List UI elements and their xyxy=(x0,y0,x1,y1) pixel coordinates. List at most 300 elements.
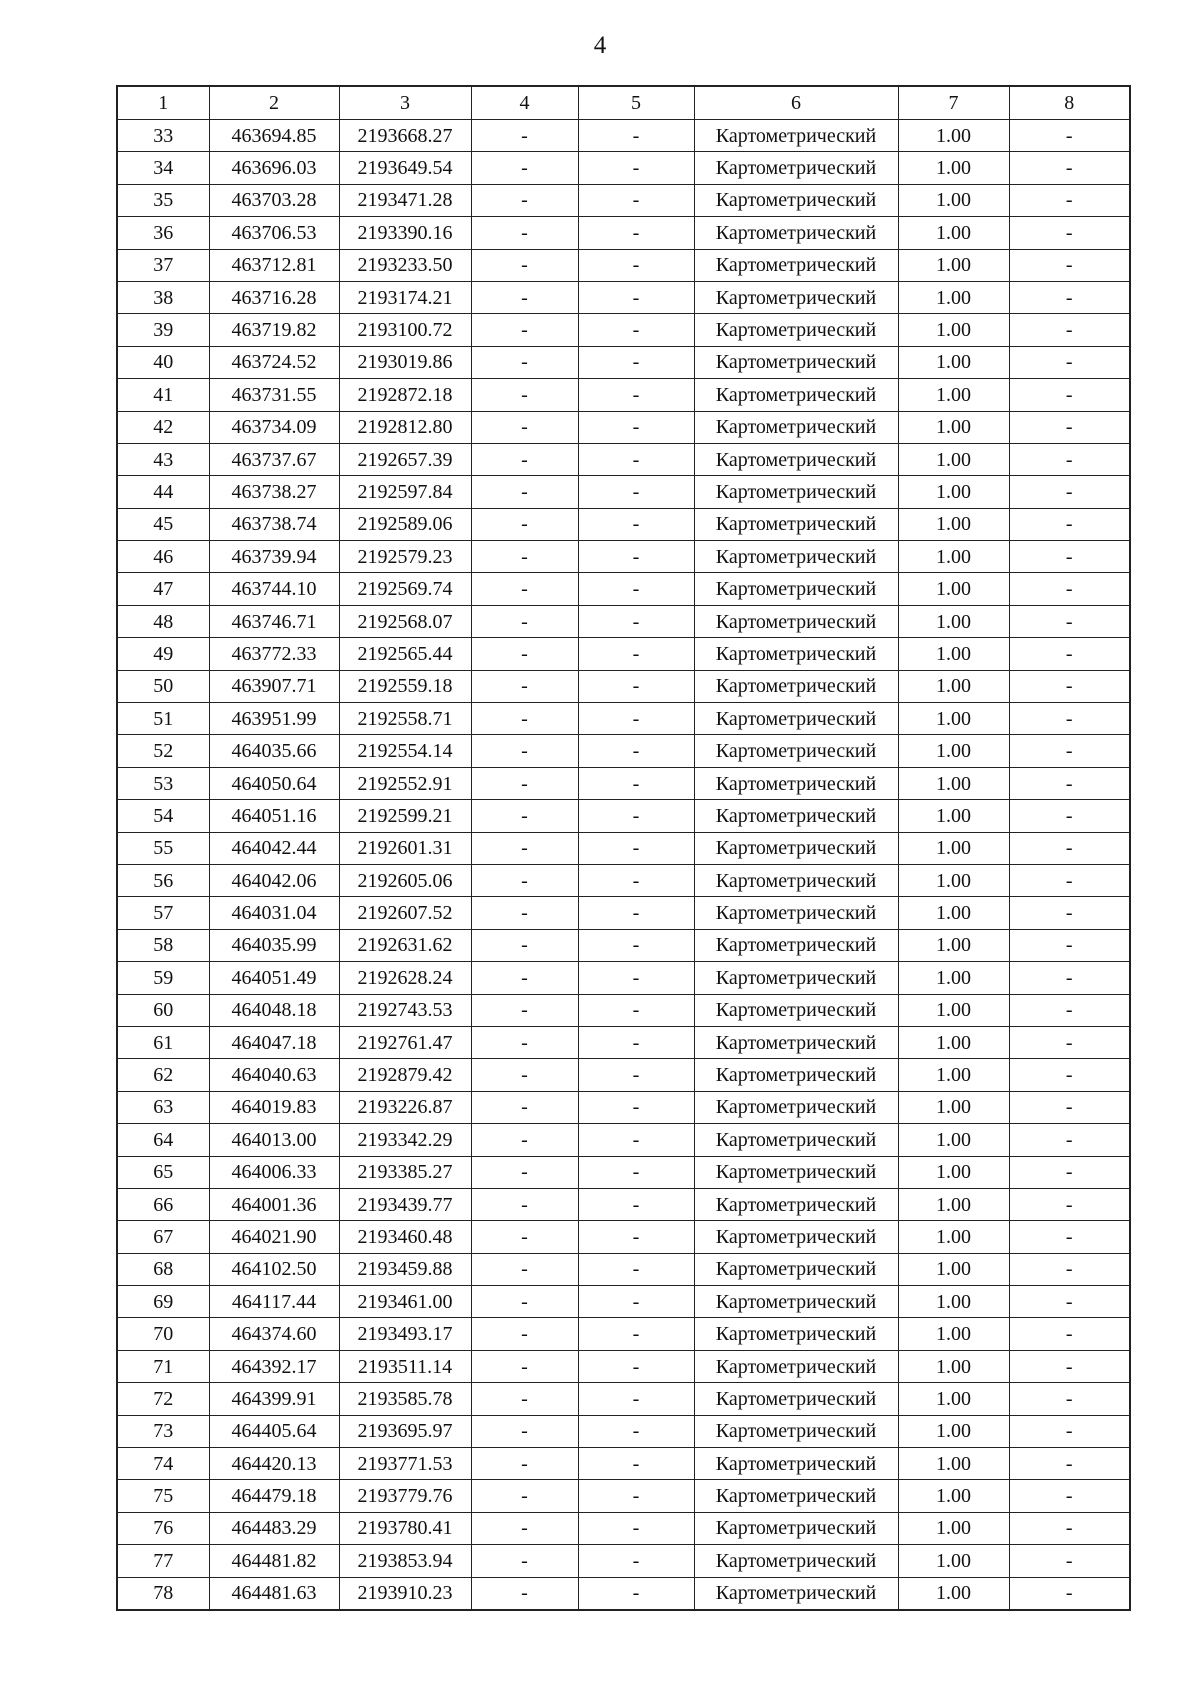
cell-point-number: 48 xyxy=(117,605,209,637)
cell-x-coordinate: 464392.17 xyxy=(209,1350,339,1382)
cell-x-coordinate: 464047.18 xyxy=(209,1026,339,1058)
cell-y-coordinate: 2192599.21 xyxy=(339,800,471,832)
cell-column-4: - xyxy=(471,1318,578,1350)
cell-column-8: - xyxy=(1009,1188,1130,1220)
cell-point-number: 71 xyxy=(117,1350,209,1382)
column-header-5: 5 xyxy=(578,86,694,120)
cell-point-number: 53 xyxy=(117,767,209,799)
cell-column-5: - xyxy=(578,703,694,735)
cell-point-number: 62 xyxy=(117,1059,209,1091)
cell-x-coordinate: 463746.71 xyxy=(209,605,339,637)
cell-column-4: - xyxy=(471,443,578,475)
table-row xyxy=(117,1480,1130,1512)
cell-column-5: - xyxy=(578,1350,694,1382)
table-row xyxy=(117,1383,1130,1415)
cell-column-4: - xyxy=(471,1091,578,1123)
cell-column-4: - xyxy=(471,994,578,1026)
cell-column-5: - xyxy=(578,346,694,378)
cell-column-4: - xyxy=(471,573,578,605)
cell-accuracy: 1.00 xyxy=(898,443,1009,475)
column-header-4: 4 xyxy=(471,86,578,120)
cell-method: Картометрический xyxy=(694,120,898,152)
cell-column-5: - xyxy=(578,994,694,1026)
cell-column-4: - xyxy=(471,217,578,249)
cell-column-8: - xyxy=(1009,1415,1130,1447)
table-row xyxy=(117,1415,1130,1447)
cell-point-number: 70 xyxy=(117,1318,209,1350)
cell-accuracy: 1.00 xyxy=(898,735,1009,767)
cell-method: Картометрический xyxy=(694,476,898,508)
cell-accuracy: 1.00 xyxy=(898,1512,1009,1544)
cell-method: Картометрический xyxy=(694,670,898,702)
cell-column-8: - xyxy=(1009,1059,1130,1091)
cell-method: Картометрический xyxy=(694,832,898,864)
cell-y-coordinate: 2193585.78 xyxy=(339,1383,471,1415)
cell-y-coordinate: 2192552.91 xyxy=(339,767,471,799)
cell-y-coordinate: 2192559.18 xyxy=(339,670,471,702)
cell-point-number: 66 xyxy=(117,1188,209,1220)
cell-column-8: - xyxy=(1009,346,1130,378)
cell-method: Картометрический xyxy=(694,735,898,767)
cell-method: Картометрический xyxy=(694,1512,898,1544)
cell-column-5: - xyxy=(578,1188,694,1220)
cell-accuracy: 1.00 xyxy=(898,1059,1009,1091)
cell-column-4: - xyxy=(471,411,578,443)
cell-x-coordinate: 464405.64 xyxy=(209,1415,339,1447)
cell-point-number: 42 xyxy=(117,411,209,443)
cell-column-8: - xyxy=(1009,605,1130,637)
cell-accuracy: 1.00 xyxy=(898,1577,1009,1610)
cell-point-number: 37 xyxy=(117,249,209,281)
cell-method: Картометрический xyxy=(694,508,898,540)
table-row xyxy=(117,346,1130,378)
cell-point-number: 64 xyxy=(117,1124,209,1156)
cell-method: Картометрический xyxy=(694,703,898,735)
cell-column-5: - xyxy=(578,573,694,605)
cell-y-coordinate: 2193019.86 xyxy=(339,346,471,378)
cell-accuracy: 1.00 xyxy=(898,1253,1009,1285)
cell-y-coordinate: 2192879.42 xyxy=(339,1059,471,1091)
cell-column-5: - xyxy=(578,864,694,896)
cell-column-8: - xyxy=(1009,1480,1130,1512)
cell-column-5: - xyxy=(578,897,694,929)
cell-y-coordinate: 2193461.00 xyxy=(339,1286,471,1318)
cell-method: Картометрический xyxy=(694,1253,898,1285)
table-row xyxy=(117,670,1130,702)
cell-y-coordinate: 2192761.47 xyxy=(339,1026,471,1058)
cell-accuracy: 1.00 xyxy=(898,1286,1009,1318)
cell-y-coordinate: 2193471.28 xyxy=(339,184,471,216)
cell-point-number: 52 xyxy=(117,735,209,767)
cell-method: Картометрический xyxy=(694,1577,898,1610)
cell-point-number: 61 xyxy=(117,1026,209,1058)
cell-method: Картометрический xyxy=(694,217,898,249)
cell-x-coordinate: 464021.90 xyxy=(209,1221,339,1253)
cell-column-5: - xyxy=(578,1253,694,1285)
cell-accuracy: 1.00 xyxy=(898,1448,1009,1480)
cell-column-4: - xyxy=(471,605,578,637)
cell-x-coordinate: 463734.09 xyxy=(209,411,339,443)
cell-x-coordinate: 464019.83 xyxy=(209,1091,339,1123)
cell-y-coordinate: 2192558.71 xyxy=(339,703,471,735)
cell-x-coordinate: 463738.74 xyxy=(209,508,339,540)
cell-column-8: - xyxy=(1009,864,1130,896)
cell-column-4: - xyxy=(471,638,578,670)
cell-column-8: - xyxy=(1009,314,1130,346)
cell-method: Картометрический xyxy=(694,962,898,994)
cell-column-4: - xyxy=(471,1350,578,1382)
cell-column-5: - xyxy=(578,1221,694,1253)
cell-accuracy: 1.00 xyxy=(898,962,1009,994)
cell-point-number: 45 xyxy=(117,508,209,540)
cell-method: Картометрический xyxy=(694,1221,898,1253)
cell-point-number: 34 xyxy=(117,152,209,184)
cell-column-4: - xyxy=(471,1253,578,1285)
cell-y-coordinate: 2192569.74 xyxy=(339,573,471,605)
cell-method: Картометрический xyxy=(694,1026,898,1058)
cell-column-4: - xyxy=(471,1383,578,1415)
cell-column-8: - xyxy=(1009,800,1130,832)
table-row xyxy=(117,573,1130,605)
cell-column-4: - xyxy=(471,1156,578,1188)
cell-point-number: 36 xyxy=(117,217,209,249)
cell-y-coordinate: 2193174.21 xyxy=(339,281,471,313)
table-row xyxy=(117,1448,1130,1480)
cell-point-number: 56 xyxy=(117,864,209,896)
coordinates-table xyxy=(116,85,1131,1611)
cell-column-8: - xyxy=(1009,120,1130,152)
cell-column-5: - xyxy=(578,443,694,475)
table-row xyxy=(117,1512,1130,1544)
cell-accuracy: 1.00 xyxy=(898,184,1009,216)
cell-column-4: - xyxy=(471,314,578,346)
cell-x-coordinate: 463738.27 xyxy=(209,476,339,508)
cell-column-4: - xyxy=(471,864,578,896)
cell-y-coordinate: 2192743.53 xyxy=(339,994,471,1026)
cell-column-8: - xyxy=(1009,929,1130,961)
cell-y-coordinate: 2193780.41 xyxy=(339,1512,471,1544)
cell-method: Картометрический xyxy=(694,249,898,281)
table-row xyxy=(117,1253,1130,1285)
table-row xyxy=(117,1188,1130,1220)
cell-method: Картометрический xyxy=(694,994,898,1026)
cell-column-8: - xyxy=(1009,735,1130,767)
cell-column-8: - xyxy=(1009,832,1130,864)
cell-column-8: - xyxy=(1009,994,1130,1026)
cell-column-4: - xyxy=(471,184,578,216)
cell-x-coordinate: 463706.53 xyxy=(209,217,339,249)
cell-column-8: - xyxy=(1009,1577,1130,1610)
cell-column-4: - xyxy=(471,1448,578,1480)
cell-column-4: - xyxy=(471,800,578,832)
cell-column-5: - xyxy=(578,767,694,799)
cell-column-5: - xyxy=(578,1059,694,1091)
cell-column-8: - xyxy=(1009,508,1130,540)
cell-column-5: - xyxy=(578,1026,694,1058)
cell-y-coordinate: 2193100.72 xyxy=(339,314,471,346)
table-row xyxy=(117,1350,1130,1382)
cell-y-coordinate: 2192605.06 xyxy=(339,864,471,896)
cell-method: Картометрический xyxy=(694,1124,898,1156)
cell-accuracy: 1.00 xyxy=(898,1318,1009,1350)
cell-column-4: - xyxy=(471,832,578,864)
cell-y-coordinate: 2192812.80 xyxy=(339,411,471,443)
cell-method: Картометрический xyxy=(694,1545,898,1577)
table-row xyxy=(117,1156,1130,1188)
cell-column-5: - xyxy=(578,605,694,637)
cell-point-number: 43 xyxy=(117,443,209,475)
cell-y-coordinate: 2193460.48 xyxy=(339,1221,471,1253)
table-body xyxy=(117,120,1130,1610)
cell-column-4: - xyxy=(471,281,578,313)
cell-column-4: - xyxy=(471,735,578,767)
cell-method: Картометрический xyxy=(694,1318,898,1350)
cell-column-8: - xyxy=(1009,1253,1130,1285)
cell-x-coordinate: 464102.50 xyxy=(209,1253,339,1285)
cell-point-number: 63 xyxy=(117,1091,209,1123)
cell-x-coordinate: 463744.10 xyxy=(209,573,339,605)
cell-method: Картометрический xyxy=(694,184,898,216)
cell-x-coordinate: 464420.13 xyxy=(209,1448,339,1480)
cell-column-5: - xyxy=(578,217,694,249)
cell-point-number: 77 xyxy=(117,1545,209,1577)
cell-point-number: 58 xyxy=(117,929,209,961)
cell-x-coordinate: 464483.29 xyxy=(209,1512,339,1544)
table-row xyxy=(117,443,1130,475)
cell-column-5: - xyxy=(578,1383,694,1415)
table-row xyxy=(117,1318,1130,1350)
table-row xyxy=(117,281,1130,313)
cell-column-5: - xyxy=(578,541,694,573)
cell-method: Картометрический xyxy=(694,1286,898,1318)
cell-column-8: - xyxy=(1009,1448,1130,1480)
cell-y-coordinate: 2193779.76 xyxy=(339,1480,471,1512)
cell-point-number: 74 xyxy=(117,1448,209,1480)
cell-method: Картометрический xyxy=(694,1188,898,1220)
cell-accuracy: 1.00 xyxy=(898,800,1009,832)
cell-x-coordinate: 463696.03 xyxy=(209,152,339,184)
cell-column-4: - xyxy=(471,1221,578,1253)
cell-column-8: - xyxy=(1009,1221,1130,1253)
cell-x-coordinate: 463703.28 xyxy=(209,184,339,216)
cell-point-number: 78 xyxy=(117,1577,209,1610)
cell-method: Картометрический xyxy=(694,1448,898,1480)
cell-accuracy: 1.00 xyxy=(898,281,1009,313)
cell-y-coordinate: 2192872.18 xyxy=(339,379,471,411)
cell-column-5: - xyxy=(578,249,694,281)
cell-accuracy: 1.00 xyxy=(898,1091,1009,1123)
cell-column-8: - xyxy=(1009,670,1130,702)
cell-accuracy: 1.00 xyxy=(898,573,1009,605)
cell-x-coordinate: 464006.33 xyxy=(209,1156,339,1188)
cell-column-5: - xyxy=(578,411,694,443)
cell-column-5: - xyxy=(578,735,694,767)
cell-x-coordinate: 463712.81 xyxy=(209,249,339,281)
cell-method: Картометрический xyxy=(694,314,898,346)
cell-column-4: - xyxy=(471,767,578,799)
table-row xyxy=(117,1026,1130,1058)
cell-accuracy: 1.00 xyxy=(898,767,1009,799)
cell-x-coordinate: 464042.06 xyxy=(209,864,339,896)
cell-column-8: - xyxy=(1009,1124,1130,1156)
cell-column-4: - xyxy=(471,703,578,735)
cell-column-4: - xyxy=(471,1026,578,1058)
cell-y-coordinate: 2193342.29 xyxy=(339,1124,471,1156)
cell-point-number: 44 xyxy=(117,476,209,508)
cell-x-coordinate: 464374.60 xyxy=(209,1318,339,1350)
cell-y-coordinate: 2193385.27 xyxy=(339,1156,471,1188)
cell-method: Картометрический xyxy=(694,864,898,896)
cell-x-coordinate: 464042.44 xyxy=(209,832,339,864)
cell-y-coordinate: 2193493.17 xyxy=(339,1318,471,1350)
cell-method: Картометрический xyxy=(694,897,898,929)
cell-y-coordinate: 2192657.39 xyxy=(339,443,471,475)
cell-accuracy: 1.00 xyxy=(898,1480,1009,1512)
column-header-8: 8 xyxy=(1009,86,1130,120)
cell-x-coordinate: 464050.64 xyxy=(209,767,339,799)
cell-point-number: 40 xyxy=(117,346,209,378)
table-row xyxy=(117,184,1130,216)
cell-y-coordinate: 2192568.07 xyxy=(339,605,471,637)
cell-point-number: 59 xyxy=(117,962,209,994)
cell-x-coordinate: 464051.16 xyxy=(209,800,339,832)
cell-x-coordinate: 463772.33 xyxy=(209,638,339,670)
cell-column-5: - xyxy=(578,800,694,832)
cell-x-coordinate: 464040.63 xyxy=(209,1059,339,1091)
cell-column-4: - xyxy=(471,1545,578,1577)
cell-column-8: - xyxy=(1009,1318,1130,1350)
cell-accuracy: 1.00 xyxy=(898,217,1009,249)
cell-column-8: - xyxy=(1009,1545,1130,1577)
cell-y-coordinate: 2193511.14 xyxy=(339,1350,471,1382)
table-row xyxy=(117,249,1130,281)
cell-column-5: - xyxy=(578,281,694,313)
cell-column-5: - xyxy=(578,476,694,508)
table-row xyxy=(117,217,1130,249)
cell-y-coordinate: 2192597.84 xyxy=(339,476,471,508)
cell-method: Картометрический xyxy=(694,1350,898,1382)
cell-x-coordinate: 464035.66 xyxy=(209,735,339,767)
table-row xyxy=(117,476,1130,508)
cell-point-number: 67 xyxy=(117,1221,209,1253)
cell-y-coordinate: 2192579.23 xyxy=(339,541,471,573)
cell-point-number: 68 xyxy=(117,1253,209,1285)
cell-x-coordinate: 463951.99 xyxy=(209,703,339,735)
table-row xyxy=(117,1286,1130,1318)
cell-column-5: - xyxy=(578,832,694,864)
cell-y-coordinate: 2193853.94 xyxy=(339,1545,471,1577)
cell-accuracy: 1.00 xyxy=(898,152,1009,184)
cell-column-5: - xyxy=(578,379,694,411)
cell-column-4: - xyxy=(471,1188,578,1220)
cell-column-8: - xyxy=(1009,184,1130,216)
cell-column-5: - xyxy=(578,638,694,670)
cell-y-coordinate: 2192607.52 xyxy=(339,897,471,929)
cell-column-4: - xyxy=(471,962,578,994)
table-row xyxy=(117,735,1130,767)
cell-x-coordinate: 463719.82 xyxy=(209,314,339,346)
cell-y-coordinate: 2193459.88 xyxy=(339,1253,471,1285)
column-header-3: 3 xyxy=(339,86,471,120)
cell-column-4: - xyxy=(471,508,578,540)
cell-accuracy: 1.00 xyxy=(898,508,1009,540)
cell-method: Картометрический xyxy=(694,767,898,799)
cell-x-coordinate: 464051.49 xyxy=(209,962,339,994)
cell-column-5: - xyxy=(578,152,694,184)
cell-column-8: - xyxy=(1009,1383,1130,1415)
cell-y-coordinate: 2192554.14 xyxy=(339,735,471,767)
cell-x-coordinate: 464001.36 xyxy=(209,1188,339,1220)
cell-point-number: 38 xyxy=(117,281,209,313)
cell-column-4: - xyxy=(471,1577,578,1610)
cell-y-coordinate: 2193771.53 xyxy=(339,1448,471,1480)
cell-accuracy: 1.00 xyxy=(898,864,1009,896)
cell-y-coordinate: 2192628.24 xyxy=(339,962,471,994)
cell-point-number: 73 xyxy=(117,1415,209,1447)
cell-method: Картометрический xyxy=(694,281,898,313)
cell-column-8: - xyxy=(1009,217,1130,249)
cell-column-5: - xyxy=(578,1286,694,1318)
cell-accuracy: 1.00 xyxy=(898,1156,1009,1188)
table-row xyxy=(117,703,1130,735)
cell-point-number: 41 xyxy=(117,379,209,411)
cell-point-number: 76 xyxy=(117,1512,209,1544)
table-row xyxy=(117,994,1130,1026)
cell-column-8: - xyxy=(1009,1091,1130,1123)
cell-point-number: 39 xyxy=(117,314,209,346)
cell-x-coordinate: 464117.44 xyxy=(209,1286,339,1318)
cell-method: Картометрический xyxy=(694,605,898,637)
cell-y-coordinate: 2193910.23 xyxy=(339,1577,471,1610)
table-row xyxy=(117,411,1130,443)
cell-column-8: - xyxy=(1009,1286,1130,1318)
cell-column-8: - xyxy=(1009,379,1130,411)
cell-column-8: - xyxy=(1009,962,1130,994)
cell-x-coordinate: 464048.18 xyxy=(209,994,339,1026)
cell-point-number: 75 xyxy=(117,1480,209,1512)
table-row xyxy=(117,152,1130,184)
cell-column-5: - xyxy=(578,1318,694,1350)
table-row xyxy=(117,120,1130,152)
cell-column-8: - xyxy=(1009,703,1130,735)
cell-column-5: - xyxy=(578,1156,694,1188)
cell-x-coordinate: 464481.82 xyxy=(209,1545,339,1577)
cell-accuracy: 1.00 xyxy=(898,638,1009,670)
cell-point-number: 72 xyxy=(117,1383,209,1415)
cell-column-5: - xyxy=(578,184,694,216)
cell-method: Картометрический xyxy=(694,929,898,961)
cell-method: Картометрический xyxy=(694,379,898,411)
cell-x-coordinate: 464481.63 xyxy=(209,1577,339,1610)
table-row xyxy=(117,1059,1130,1091)
table-row xyxy=(117,1091,1130,1123)
cell-method: Картометрический xyxy=(694,443,898,475)
cell-accuracy: 1.00 xyxy=(898,994,1009,1026)
cell-accuracy: 1.00 xyxy=(898,1221,1009,1253)
cell-column-4: - xyxy=(471,152,578,184)
cell-x-coordinate: 464479.18 xyxy=(209,1480,339,1512)
cell-method: Картометрический xyxy=(694,1091,898,1123)
cell-column-4: - xyxy=(471,541,578,573)
cell-x-coordinate: 464031.04 xyxy=(209,897,339,929)
cell-method: Картометрический xyxy=(694,1059,898,1091)
cell-method: Картометрический xyxy=(694,346,898,378)
cell-y-coordinate: 2193649.54 xyxy=(339,152,471,184)
cell-column-4: - xyxy=(471,1480,578,1512)
cell-column-8: - xyxy=(1009,249,1130,281)
cell-column-5: - xyxy=(578,670,694,702)
cell-point-number: 50 xyxy=(117,670,209,702)
